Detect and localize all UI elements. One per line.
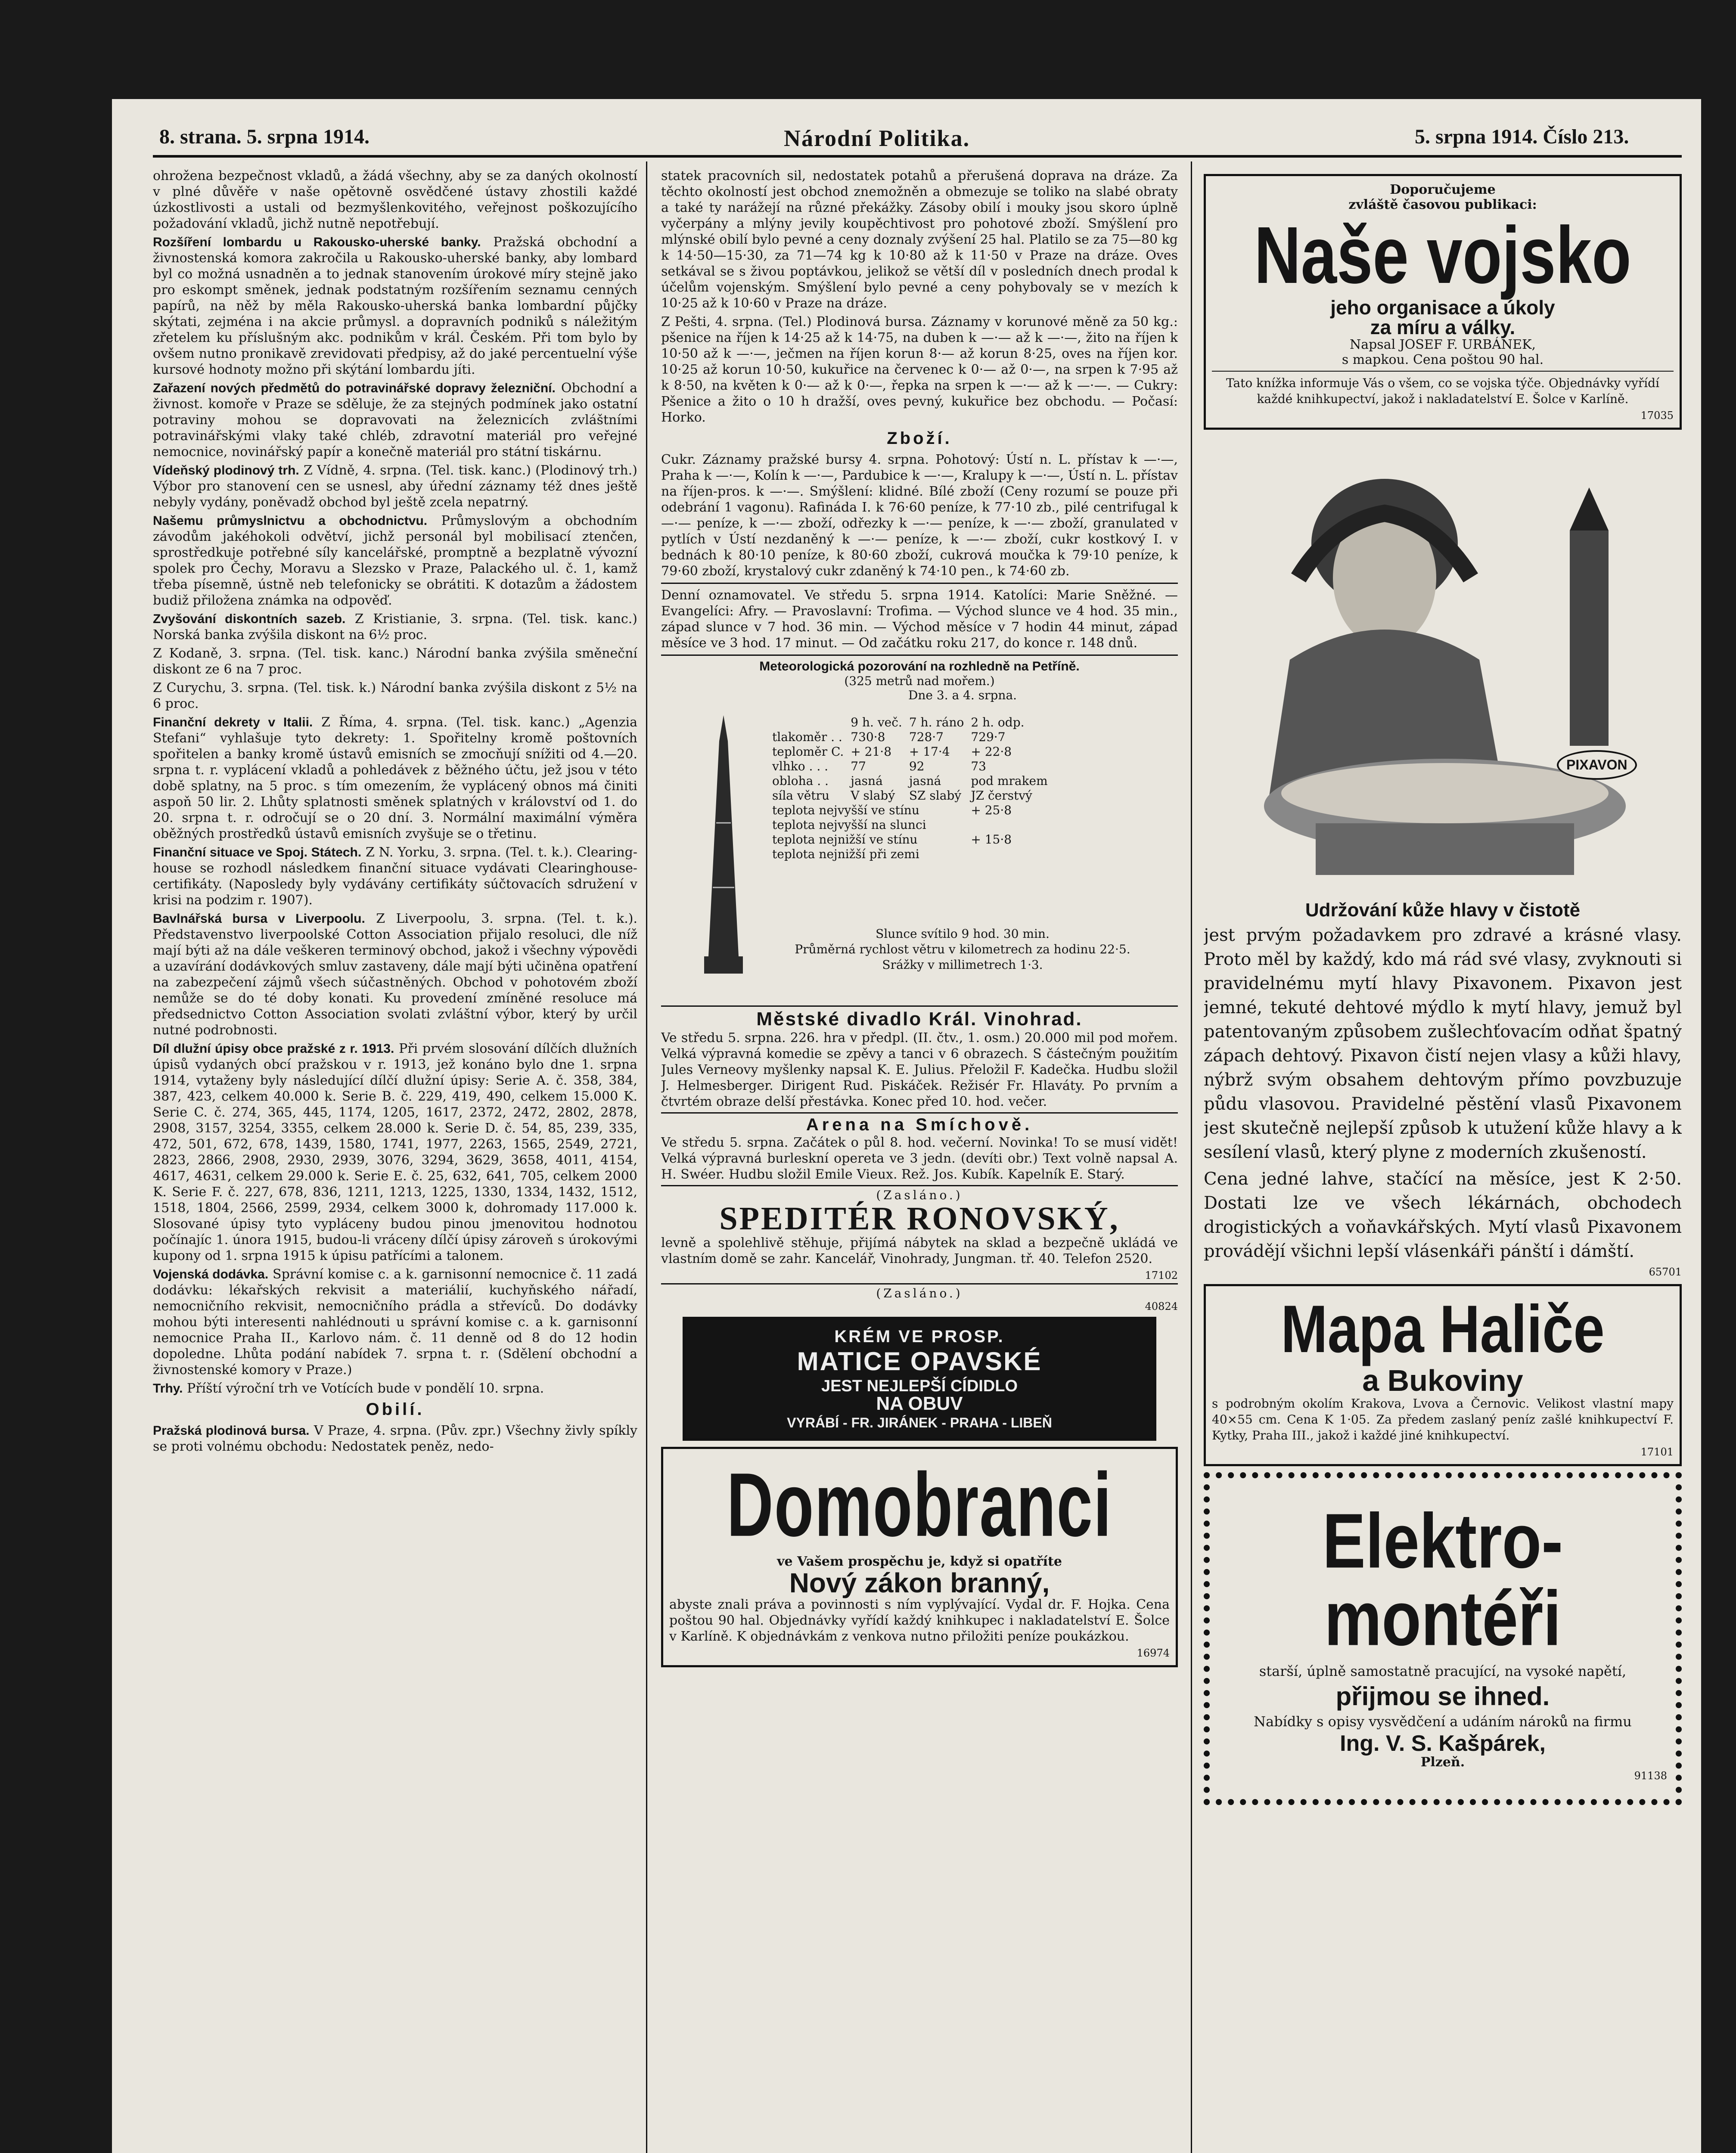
table-row xyxy=(769,774,1051,788)
ad-subtitle: za míru a války. xyxy=(1370,316,1516,338)
article-text: ohrožena bezpečnost vkladů, a žádá všechny, aby se za daných okolností v plné důvěře v naše opětovně osvědčené ústavy zhostili každé úzkostlivosti a ustali od bezmyšlenkovitého, veřejnost poškozujícího požadování vkladů, jichž nutně nepotřebují. xyxy=(153,168,637,231)
article-text: Cukr. Záznamy pražské bursy 4. srpna. Pohotový: Ústí n. L. přístav k —·—, Praha k —·—, Kolín k —·—, Pardubice k —·—, Kralupy k —·—, Ústí n. L. přístav na říjen-pros. k —·—. Smýšlení: klidné. Bílé zboží (Ceny rozumí se pouze při odebrání 1 vagonu). Rafináda I. k 76·60 peníze, k 77·10 zb., pilé centrifugal k —·— peníze, k —·— zboží, odřezky k —·— peníze, k —·— zboží, granulated v pytlích v Ústí nezdaněný k —·— peníze, k —·— zboží, cukr kostkový I. v bednách k 80·10 peníze, k 80·60 zboží, cukrová moučka k 79·10 peníze, k 79·60 zboží, krystalový cukr zdaněný k 74·10 pen., k 74·60 zb. xyxy=(661,452,1178,579)
weather-value: JZ čerstvý xyxy=(971,788,1032,803)
article xyxy=(153,844,637,908)
weather-value: 73 xyxy=(971,759,986,773)
arena-text: Ve středu 5. srpna. Začátek o půl 8. hod. večerní. Novinka! To se musí vidět! Velká výpravná burleskní opereta ve 3 jedn. (devíti obr.) Text volně napsal A. H. Swéer. Hudbu složil Emile Vieux. Rež. Jos. Kubík. Kapelník E. Starý. xyxy=(661,1135,1178,1182)
weather-value: + 21·8 xyxy=(851,745,892,759)
man-washing-hair-illustration xyxy=(1204,436,1682,897)
table-row xyxy=(769,818,1051,832)
article-heading: Finanční situace ve Spoj. Státech. xyxy=(153,845,362,859)
pixavon-text: Cena jedné lahve, stačící na měsíce, jest K 2·50. Dostati lze ve všech lékárnách, obchodech drogistických a voňavkářských. Mytí vlasů Pixavonem provádějí všichni lepší vlásenkáři pánští i dámští. xyxy=(1204,1169,1682,1261)
article-heading: Zařazení nových předmětů do potravinářské dopravy železniční. xyxy=(153,381,556,395)
article-heading: Rozšíření lombardu u Rakousko-uherské banky. xyxy=(153,235,481,249)
weather-label: teplota nejnižší ve stínu xyxy=(772,832,918,847)
weather-label: teplota nejnižší při zemi xyxy=(772,847,919,861)
weather-label: teplota nejvyšší ve stínu xyxy=(772,803,919,817)
article-text: Obchodní a živnost. komoře v Praze se sděluje, že za stejných podmínek jako ostatní potraviny mohou se dopravovati na železnicích zvláštními potravinářskými vlaky také chléb, zdravotní materiál pro veřejné nemocnice, novinářský papír a konečně materiál pro státní tiskárnu. xyxy=(153,381,637,459)
weather-subtitle: (325 metrů nad mořem.) xyxy=(844,674,995,688)
matice-line: VYRÁBÍ - FR. JIRÁNEK - PRAHA - LIBEŇ xyxy=(787,1415,1052,1430)
divider xyxy=(661,1112,1178,1114)
weather-value: + 15·8 xyxy=(971,832,1012,847)
article-text: Z Liverpoolu, 3. srpna. (Tel. t. k.). Představenstvo liverpoolské Cotton Association přijalo resoluci, dle níž mají býti až na dále veškeren terminový obchod, jakož i všechny výpovědi a uzavírání dodávkových smluv zastaveny, dále mají býti učiněna opatření na zabezpečení zájmů všech súčastněných. Obchod v pohotovém zboží nemůže se do té doby konati. Ku provedení zmíněné resoluce má předsednictvo Cotton Association svolati zvláštní výbor, který by určil nutné podrobnosti. xyxy=(153,911,637,1038)
article-text: Z Pešti, 4. srpna. (Tel.) Plodinová bursa. Záznamy v korunové měně za 50 kg.: pšenice na říjen k 14·25 až k 14·75, na duben k —·— až k —·—, žito na říjen k 10·50 až k —·—, ječmen na říjen korun 8·— až korun 8·25, oves na říjen kor. 10·25 až korun 10·50, kukuřice na červenec k 0·— až 0·—, na srpen k 7·95 až k 8·50, na květen k 0·— až k 0·—, řepka na srpen k —·— až k —·—. — Cukry: Pšenice a žito o 10 h dražší, oves pevný, kukuřice bez obchodu. — Počasí: Horko. xyxy=(661,314,1178,425)
table-row xyxy=(769,788,1051,803)
column-1 xyxy=(153,168,637,2153)
section-heading: Obilí. xyxy=(366,1400,425,1419)
article-heading: Díl dlužní úpisy obce pražské z r. 1913. xyxy=(153,1042,394,1056)
table-row xyxy=(769,832,1051,847)
table-row xyxy=(769,847,1051,862)
domobranci-text: abyste znali práva a povinnosti s ním vyplývající. Vydal dr. F. Hojka. Cena poštou 90 hal. Objednávky vyřídí každý knihkupec i nakladatelství E. Šolce v Karlíně. K objednávkám z venkova nutno přiložiti peníze poukázkou. xyxy=(669,1597,1170,1644)
divider xyxy=(661,655,1178,656)
weather-value: 728·7 xyxy=(909,730,944,744)
weather-label: vlhko . . . xyxy=(772,759,829,773)
weather-sun: Slunce svítilo 9 hod. 30 min. xyxy=(876,927,1050,941)
ad-number: 17102 xyxy=(1145,1269,1178,1281)
weather-value: + 25·8 xyxy=(971,803,1012,817)
article-heading: Trhy. xyxy=(153,1381,183,1396)
weather-label: tlakoměr . . xyxy=(772,730,842,744)
weather-col-header: 9 h. več. xyxy=(851,715,902,729)
article-text: Z Curychu, 3. srpna. (Tel. tisk. k.) Národní banka zvýšila diskont z 5½ na 6 proc. xyxy=(153,680,637,711)
article-heading: Zvyšování diskontních sazeb. xyxy=(153,612,346,626)
article-heading: Vídeňský plodinový trh. xyxy=(153,463,299,478)
article xyxy=(153,380,637,460)
article xyxy=(153,1381,637,1396)
column-rule-1 xyxy=(646,161,647,2153)
matice-line: JEST NEJLEPŠÍ CÍDIDLO xyxy=(821,1377,1018,1395)
article-text: Z Vídně, 4. srpna. (Tel. tisk. kanc.) (Plodinový trh.) Výbor pro stanovení cen se usnesl, aby úřední záznamy též dnes ještě nebyly vydány, poněvadž obchod byl ještě zcela nepatrný. xyxy=(153,463,637,510)
article xyxy=(153,1423,637,1455)
header-masthead: Národní Politika. xyxy=(784,125,970,151)
weather-label: teplota nejvyšší na slunci xyxy=(772,818,926,832)
header-left: 8. strana. 5. srpna 1914. xyxy=(159,125,370,148)
weather-value: jasná xyxy=(909,774,941,788)
header-rule xyxy=(153,155,1682,158)
speditor-text: levně a spolehlivě stěhuje, přijímá nábytek na sklad a bezpečně ukládá ve vlastním domě se zahr. Kancelář, Vinohrady, Jungman. tř. 40. Telefon 2520. xyxy=(661,1235,1178,1266)
article-text: statek pracovních sil, nedostatek potahů a přerušená doprava na dráze. Za těchto okolností jest obchod znemožněn a obmezuje se toliko na slabé obraty a také ty narážejí na různé překážky. Zásoby obilí i mouky jsou skoro úplně vyčerpány a mlýny jevily koupěchtivost pro pohotové zboží. Smýšlení pro mlýnské obilí bylo pevné a ceny doznaly zvýšení 25 hal. Platilo se za 75—80 kg k 14·50—15·30, za 71—74 kg k 10·80 až k 11·50 v Praze na dráze. Oves setkával se s živou poptávkou, jelikož se větší díl v posledních dnech prodal k účelům vojenským. Smýšlení bylo pevné a ceny pohybovaly se v mezích k 10·25 až k 10·60 v Praze na dráze. xyxy=(661,168,1178,311)
newspaper-page xyxy=(112,99,1701,2153)
article-heading: Vojenská dodávka. xyxy=(153,1267,269,1281)
domobranci-title: Domobranci xyxy=(727,1454,1112,1555)
pixavon-text: jest prvým požadavkem pro zdravé a krásné vlasy. Proto měl by každý, kdo má rád své vlasy, zvyknouti si pravidelnému mytí hlavy Pixavonem. Pixavon jest jemné, tekuté dehtové mýdlo k mytí hlavy, jemuž byl patentovaným způsobem zušlechťovacím odňat špatný zápach dehtový. Pixavon čistí nejen vlasy a kůži hlavy, nýbrž svým obsahem dehtovým přímo povzbuzuje půdu vlasovou. Pravidelné pěstění vlasů Pixavonem jest skutečně nejlepší způsob k utužení kůže hlavy a k sesílení vlasů, který plyne z moderních zkušeností. xyxy=(1204,925,1682,1162)
weather-wind: Průměrná rychlost větru v kilometrech za hodinu 22·5. xyxy=(795,942,1130,956)
weather-value: 730·8 xyxy=(851,730,885,744)
domobranci-subtitle: Nový zákon branný, xyxy=(789,1567,1050,1598)
weather-col-header: 2 h. odp. xyxy=(971,715,1025,729)
weather-notes xyxy=(769,926,1156,973)
article-text: Průmyslovým a obchodním závodům jakéhokoli odvětví, jichž personál byl mobilisací ztenčen, sprostředkuje potřebné síly kancelářské, promptně a bezplatně vývozní spolek pro Čechy, Moravu a Slezsko v Praze, Palackého ul. č. 1, kamž třeba písemně, ústně neb telefonicky se obrátiti. K dotazům a žádostem budiž přiložena známka na odpověď. xyxy=(153,513,637,608)
weather-value: jasná xyxy=(851,774,883,788)
ad-text: Nabídky s opisy vysvědčení a udáním nároků na firmu xyxy=(1254,1713,1632,1730)
column-2 xyxy=(661,168,1178,2153)
article-text: Z Kristianie, 3. srpna. (Tel. tisk. kanc.) Norská banka zvýšila diskont na 6½ proc. xyxy=(153,611,637,642)
nase-vojsko-ad xyxy=(1204,174,1682,430)
section-heading: Zboží. xyxy=(887,429,952,448)
ad-line: zvláště časovou publikaci: xyxy=(1348,197,1537,212)
ad-number: 17035 xyxy=(1640,410,1674,422)
article xyxy=(153,234,637,378)
article xyxy=(153,513,637,608)
weather-date: Dne 3. a 4. srpna. xyxy=(908,688,1017,702)
weather-label: obloha . . xyxy=(772,774,829,788)
article-text: Z Kodaně, 3. srpna. (Tel. tisk. kanc.) Národní banka zvýšila směneční diskont ze 6 na 7 proc. xyxy=(153,646,637,677)
speditor-heading: SPEDITÉR RONOVSKÝ, xyxy=(719,1201,1120,1237)
column-3 xyxy=(1204,168,1682,2153)
weather-value: + 17·4 xyxy=(909,745,950,759)
weather-table xyxy=(769,715,1051,862)
weather-value: 92 xyxy=(909,759,925,773)
ad-text: starší, úplně samostatně pracující, na vysoké napětí, xyxy=(1259,1663,1627,1679)
ad-number: 40824 xyxy=(1145,1300,1178,1312)
weather-title: Meteorologická pozorování na rozhledně na Petříně. xyxy=(759,659,1080,673)
article-text: Příští výroční trh ve Votících bude v pondělí 10. srpna. xyxy=(187,1381,544,1396)
article xyxy=(153,1266,637,1378)
weather-rain: Srážky v millimetrech 1·3. xyxy=(882,958,1043,972)
matice-ad xyxy=(683,1317,1156,1441)
weather-value: pod mrakem xyxy=(971,774,1048,788)
article-text: Správní komise c. a k. garnisonní nemocnice č. 11 zadá dodávku: lékařských rekvisit a materiálií, kuchyňského nářadí, nemocničního rekvisit, nemocničního prádla a střevíců. Do dodávky mohou býti interesenti nahlédnouti u správní komise c. a k. garnisonní nemocnice Praha II., Karlovo nám. č. 11 denně od 8 do 12 hodin dopoledne. Lhůta podání nabídek 7. srpna t. r. (Sdělení obchodní a živnostenské komory v Praze.) xyxy=(153,1267,637,1377)
ad-price: s mapkou. Cena poštou 90 hal. xyxy=(1342,352,1544,367)
zaslano-label: (Zasláno.) xyxy=(876,1188,963,1202)
article xyxy=(153,611,637,643)
ad-number: 16974 xyxy=(1137,1647,1170,1659)
weather-value: SZ slabý xyxy=(909,788,962,803)
ad-title: Naše vojsko xyxy=(1254,210,1631,300)
theatre-heading: Městské divadlo Král. Vinohrad. xyxy=(756,1008,1083,1030)
weather-label: síla větru xyxy=(772,788,829,803)
domobranci-line: ve Vašem prospěchu je, když si opatříte xyxy=(777,1554,1062,1569)
article-text: Z Říma, 4. srpna. (Tel. tisk. kanc.) „Agenzia Stefani“ vyhlašuje tyto dekrety: 1. Spořitelny kromě poštovních spořitelen a banky kromě ústavů emisních se zmocňují snížiti od 4.—20. srpna t. r. vyplácení vkladů a pohledávek z běžného účtu, jež jsou v této době splatny, na 5 proc. s tím omezením, že vyplácený obnos má činiti aspoň 50 lir. 2. Lhůty splatnosti směnek splatných v království od 1. do 20. srpna t. r. odročují se o 20 dní. 3. Normální maximální výměra oběžných prostředků ústavů emisních zvyšuje se o třetinu. xyxy=(153,715,637,841)
pixavon-heading: Udržování kůže hlavy v čistotě xyxy=(1305,900,1581,921)
table-row xyxy=(769,745,1051,759)
article xyxy=(153,462,637,510)
article-heading: Bavlnářská bursa v Liverpoolu. xyxy=(153,912,365,926)
matice-line: NA OBUV xyxy=(876,1393,963,1414)
weather-value: 729·7 xyxy=(971,730,1006,744)
matice-title: MATICE OPAVSKÉ xyxy=(797,1347,1042,1376)
weather-value: + 22·8 xyxy=(971,745,1012,759)
elektromonteri-ad xyxy=(1204,1472,1682,1805)
column-rule-2 xyxy=(1191,161,1192,2153)
map-subtitle: a Bukoviny xyxy=(1362,1364,1523,1397)
divider xyxy=(661,583,1178,584)
weather-col-header: 7 h. ráno xyxy=(909,715,964,729)
ad-firm: Ing. V. S. Kašpárek, xyxy=(1340,1731,1546,1756)
divider xyxy=(661,1283,1178,1284)
theatre-text: Ve středu 5. srpna. 226. hra v předpl. (II. čtv., 1. osm.) 20.000 mil pod mořem. Velká výpravná komedie se zpěvy a tanci v 6 obrazech. S částečným použitím Jules Verneovy myšlenky napsal K. E. Julius. Přeložil F. Kadečka. Hudbu složil J. Helmesberger. Dirigent Rud. Piskáček. Režisér Fr. Hlaváty. Po prvním a čtvrtém obraze delší přestávka. Konec před 10. hod. večer. xyxy=(661,1030,1178,1109)
header-right: 5. srpna 1914. Číslo 213. xyxy=(1415,125,1629,148)
ad-line: Doporučujeme xyxy=(1390,182,1496,197)
pixavon-illustration xyxy=(1204,436,1682,897)
article-text: V Praze, 4. srpna. (Pův. zpr.) Všechny živly spíkly se proti volnému obchodu: Nedostatek peněz, nedo- xyxy=(153,1423,637,1454)
map-title: Mapa Haliče xyxy=(1281,1291,1605,1367)
article-text: Při prvém slosování dílčích dlužních úpisů vydaných obcí pražskou v r. 1913, jež konáno bylo dne 1. srpna 1914, vytaženy byly následující dílčí dlužní úpisy: Serie A. č. 358, 384, 387, 423, celkem 40.000 k. Serie B. č. 229, 419, 490, celkem 15.000 K. Serie C. č. 274, 365, 445, 1174, 1205, 1617, 2372, 2472, 2802, 2878, 2908, 3157, 3254, 3355, celkem 28.000 k. Serie D. č. 54, 85, 239, 335, 472, 501, 672, 678, 1439, 1580, 1741, 1977, 2263, 1565, 2549, 2721, 2823, 2866, 2908, 2930, 2939, 3076, 3294, 3629, 3658, 4011, 4154, 4617, 4631, celkem 29.000 k. Serie E. č. 25, 632, 641, 705, celkem 2000 K. Serie F. č. 227, 678, 836, 1211, 1213, 1225, 1330, 1334, 1432, 1512, 1518, 1804, 2566, 2599, 2934, celkem 3000 k, dohromady 117.000 k. Slosované úpisy tyto vypláceny budou pinou jmenovitou hodnotou počínajíc 1. února 1915, budou-li vráceny dílčí úpisy zároveň s úrokovými kupony od 1. srpna 1915 k úpisu patřícími a talonem. xyxy=(153,1041,637,1263)
pixavon-label: PIXAVON xyxy=(1557,750,1637,780)
article-text: Pražská obchodní a živnostenská komora zakročila u Rakousko-uherské banky, aby lombard byl co možná usnadněn a to jednak stanovením úrokové míry stejně jako pro eskompt směnek, jednak podstatným rozšířením seznamu cenných papírů, na něž by měla Rakousko-uherská banka lombardní půjčky skýtati, zejména i na akcie průmysl. a dopravních podniků s náležitým zřetelem ku příslušným akc. podnikům v král. Českém. Při tom bylo by ovšem nutno pronikavě zrevidovati předpisy, až do jaké percentuelní výše kursové hodnoty možno při skýtání lombardu jíti. xyxy=(153,235,637,377)
article-heading: Pražská plodinová bursa. xyxy=(153,1424,310,1438)
article xyxy=(153,714,637,842)
weather-report xyxy=(661,659,1178,1004)
zaslano-label: (Zasláno.) xyxy=(876,1286,963,1300)
ad-text: Tato knížka informuje Vás o všem, co se vojska týče. Objednávky vyřídí každé knihkupectví, jakož i nakladatelství E. Šolce v Karlíně. xyxy=(1226,376,1660,406)
table-row xyxy=(769,803,1051,818)
article-heading: Našemu průmyslnictvu a obchodnictvu. xyxy=(153,514,428,528)
divider xyxy=(661,1005,1178,1007)
ad-number: 91138 xyxy=(1634,1770,1667,1782)
map-text: s podrobným okolím Krakova, Lvova a Černovic. Velikost vlastní mapy 40×55 cm. Cena K 1·05. Za předem zaslaný peníz zašlé knihkupectví F. Kytky, Praha III., jakož i každé jiné knihkupectví. xyxy=(1212,1396,1674,1443)
article-heading: Finanční dekrety v Italii. xyxy=(153,715,313,729)
ad-city: Plzeň. xyxy=(1420,1755,1465,1770)
arena-heading: Arena na Smíchově. xyxy=(806,1115,1033,1134)
ad-title: Elektro- xyxy=(1322,1497,1563,1584)
divider xyxy=(661,1185,1178,1186)
ad-number: 17101 xyxy=(1640,1446,1674,1458)
domobranci-ad xyxy=(661,1447,1178,1667)
daily-notice: Denní oznamovatel. Ve středu 5. srpna 1914. Katolíci: Marie Sněžné. — Evangelíci: Afry. — Pravoslavní: Trofima. — Východ slunce ve 4 hod. 35 min., západ slunce v 7 hod. 36 min. — Východ měsíce v 7 hodin 44 minut, západ měsíce ve 3 hod. 17 minut. — Od začátku roku 217, do konce r. 148 dnů. xyxy=(661,588,1178,651)
table-row xyxy=(769,759,1051,774)
ad-author: Napsal JOSEF F. URBÁNEK, xyxy=(1349,337,1536,352)
divider xyxy=(1212,371,1674,372)
ad-title: montéři xyxy=(1324,1575,1562,1662)
article xyxy=(153,911,637,1038)
ad-subtitle: přijmou se ihned. xyxy=(1335,1682,1550,1711)
ad-subtitle: jeho organisace a úkoly xyxy=(1330,296,1555,319)
ad-number: 65701 xyxy=(1649,1266,1682,1278)
article-text: Z N. Yorku, 3. srpna. (Tel. t. k.). Clearing-house se rozhodl následkem finanční situace vydávati Clearinghouse-certifikáty. (Naposledy byly vydávány certifikáty súčtovacích sdružení v krisi na podzim r. 1907). xyxy=(153,845,637,908)
matice-line: KRÉM VE PROSP. xyxy=(834,1327,1005,1346)
weather-value: 77 xyxy=(851,759,866,773)
petrin-tower-illustration xyxy=(691,715,756,982)
mapa-haliče-ad xyxy=(1204,1284,1682,1466)
table-row xyxy=(769,730,1051,745)
weather-label: teploměr C. xyxy=(772,745,844,759)
article xyxy=(153,1041,637,1264)
weather-value: V slabý xyxy=(851,788,895,803)
